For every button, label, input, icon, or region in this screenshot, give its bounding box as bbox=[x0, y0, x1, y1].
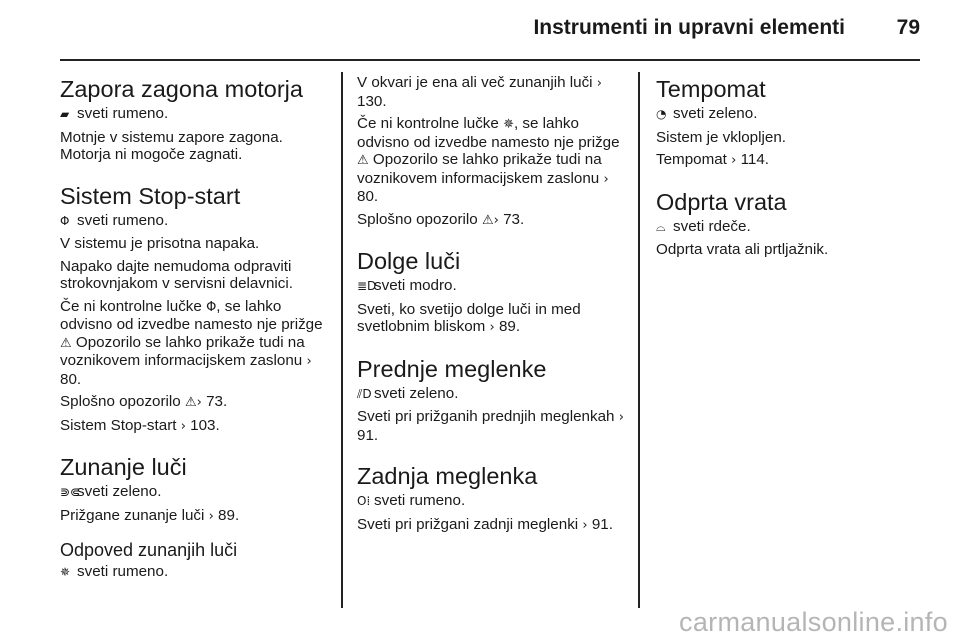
door-open-desc: Odprta vrata ali prtljažnik. bbox=[656, 241, 829, 258]
stop-start-desc-1: V sistemu je prisotna napaka. bbox=[60, 235, 260, 252]
front-fog-desc: Sveti pri prižganih prednjih meglenkah › 91. bbox=[357, 408, 624, 444]
column-1 bbox=[60, 70, 330, 582]
page-ref-link[interactable]: 73. bbox=[503, 210, 525, 228]
watermark: carmanualsonline.info bbox=[679, 607, 948, 637]
stop-start-desc-4: Splošno opozorilo ⚠› 73. bbox=[60, 393, 228, 410]
high-beam-icon: ≣D bbox=[357, 279, 377, 293]
page-reference-icon: › bbox=[596, 76, 602, 91]
page-ref-link[interactable]: 91. bbox=[591, 515, 613, 533]
stop-start-status: Φ sveti rumeno. bbox=[60, 211, 169, 229]
page-ref-link[interactable]: 103. bbox=[190, 416, 220, 434]
bulb-failure-icon: ✵ bbox=[60, 565, 71, 579]
page-reference-icon: › bbox=[582, 517, 588, 533]
bulb-failure-desc: V okvari je ena ali več zunanjih luči › 130. bbox=[357, 74, 602, 110]
header-title: Instrumenti in upravni elementi bbox=[533, 16, 845, 39]
high-beam-status: ≣Dsveti modro. bbox=[357, 277, 457, 294]
column-divider-1 bbox=[341, 72, 343, 608]
exterior-lights-icon: ⋑⋐ bbox=[60, 485, 81, 499]
page-reference-icon: › bbox=[493, 212, 499, 228]
warning-triangle-icon: ⚠ bbox=[60, 335, 72, 351]
door-open-status: ⌓ sveti rdeče. bbox=[656, 217, 751, 235]
stop-start-icon: Φ bbox=[60, 213, 70, 228]
page-ref-link[interactable]: 73. bbox=[206, 393, 228, 410]
page-header bbox=[60, 0, 920, 61]
car-key-icon: ▰ bbox=[60, 107, 70, 121]
section-title-high-beam: Dolge luči bbox=[357, 248, 461, 274]
section-title-immobilizer: Zapora zagona motorja bbox=[60, 76, 303, 102]
column-3 bbox=[656, 70, 936, 259]
page-reference-icon: › bbox=[731, 153, 737, 168]
page-ref-link[interactable]: 89. bbox=[218, 506, 240, 524]
front-fog-status: ⫽D sveti zeleno. bbox=[357, 384, 459, 402]
stop-start-desc-2: Napako dajte nemudoma odpraviti strokovnjakom v servisni delavnici. bbox=[60, 257, 293, 292]
bulb-failure-desc-2: Če ni kontrolne lučke ✵, se lahko odvisno od izvedbe namesto nje prižge ⚠ Opozorilo se lahko prikaže tudi na voznikovem informacijskem zaslonu › 80. bbox=[357, 115, 620, 205]
rear-fog-icon: O⁞ bbox=[357, 494, 371, 508]
door-open-icon: ⌓ bbox=[656, 219, 666, 234]
exterior-lights-desc: Prižgane zunanje luči › 89. bbox=[60, 506, 240, 524]
front-fog-icon: ⫽D bbox=[357, 386, 372, 401]
page-reference-icon: › bbox=[603, 171, 609, 187]
rear-fog-status: O⁞ sveti rumeno. bbox=[357, 492, 466, 509]
page-reference-icon: › bbox=[180, 418, 186, 434]
page-ref-link[interactable]: 80. bbox=[357, 188, 379, 205]
section-title-stop-start: Sistem Stop-start bbox=[60, 182, 241, 209]
section-title-cruise-control: Tempomat bbox=[656, 76, 766, 102]
page-ref-link[interactable]: 80. bbox=[60, 370, 82, 388]
warning-triangle-icon: ⚠ bbox=[481, 212, 494, 228]
page-ref-link[interactable]: 91. bbox=[357, 426, 379, 444]
page-reference-icon: › bbox=[618, 410, 624, 425]
immobilizer-desc: Motnje v sistemu zapore zagona. Motorja ni mogoče zagnati. bbox=[60, 128, 283, 163]
cruise-status: ◔ sveti zeleno. bbox=[656, 105, 758, 122]
column-divider-2 bbox=[638, 72, 640, 608]
rear-fog-desc: Sveti pri prižgani zadnji meglenki › 91. bbox=[357, 515, 613, 533]
exterior-lights-status: ⋑⋐sveti zeleno. bbox=[60, 483, 162, 500]
warning-triangle-icon: ⚠ bbox=[357, 153, 369, 168]
bulb-failure-status: ✵ sveti rumeno. bbox=[60, 563, 169, 580]
cruise-control-icon: ◔ bbox=[656, 107, 667, 121]
section-title-exterior-lights: Zunanje luči bbox=[60, 454, 187, 480]
section-title-front-fog: Prednje meglenke bbox=[357, 355, 547, 382]
page-reference-icon: › bbox=[196, 395, 202, 410]
bulb-failure-icon: ✵ bbox=[503, 117, 514, 132]
section-title-bulb-failure: Odpoved zunanjih luči bbox=[60, 540, 238, 560]
immobilizer-status: ▰ sveti rumeno. bbox=[60, 105, 169, 122]
cruise-desc-1: Sistem je vklopljen. bbox=[656, 128, 786, 146]
page-reference-icon: › bbox=[489, 320, 495, 335]
warning-triangle-icon: ⚠ bbox=[184, 395, 197, 410]
stop-start-desc-3: Če ni kontrolne lučke Φ, se lahko odvisno od izvedbe namesto nje prižge ⚠ Opozorilo se lahko prikaže tudi na voznikovem informacijskem zaslonu › 80. bbox=[60, 297, 323, 388]
page-ref-link[interactable]: 114. bbox=[740, 151, 770, 168]
page-reference-icon: › bbox=[208, 508, 214, 524]
bulb-failure-desc-3: Splošno opozorilo ⚠› 73. bbox=[357, 210, 525, 228]
stop-start-desc-5: Sistem Stop-start › 103. bbox=[60, 416, 220, 434]
high-beam-desc: Sveti, ko svetijo dolge luči in med svetlobnim bliskom › 89. bbox=[357, 300, 581, 335]
page-ref-link[interactable]: 130. bbox=[357, 92, 387, 110]
header-divider bbox=[60, 59, 920, 61]
page-reference-icon: › bbox=[306, 354, 312, 369]
section-title-door-open: Odprta vrata bbox=[656, 188, 787, 215]
page-ref-link[interactable]: 89. bbox=[498, 318, 521, 335]
section-title-rear-fog: Zadnja meglenka bbox=[357, 463, 538, 489]
page-number: 79 bbox=[896, 16, 920, 39]
cruise-desc-2: Tempomat › 114. bbox=[656, 151, 770, 168]
stop-start-icon: Φ bbox=[206, 299, 217, 315]
column-2 bbox=[357, 70, 632, 534]
